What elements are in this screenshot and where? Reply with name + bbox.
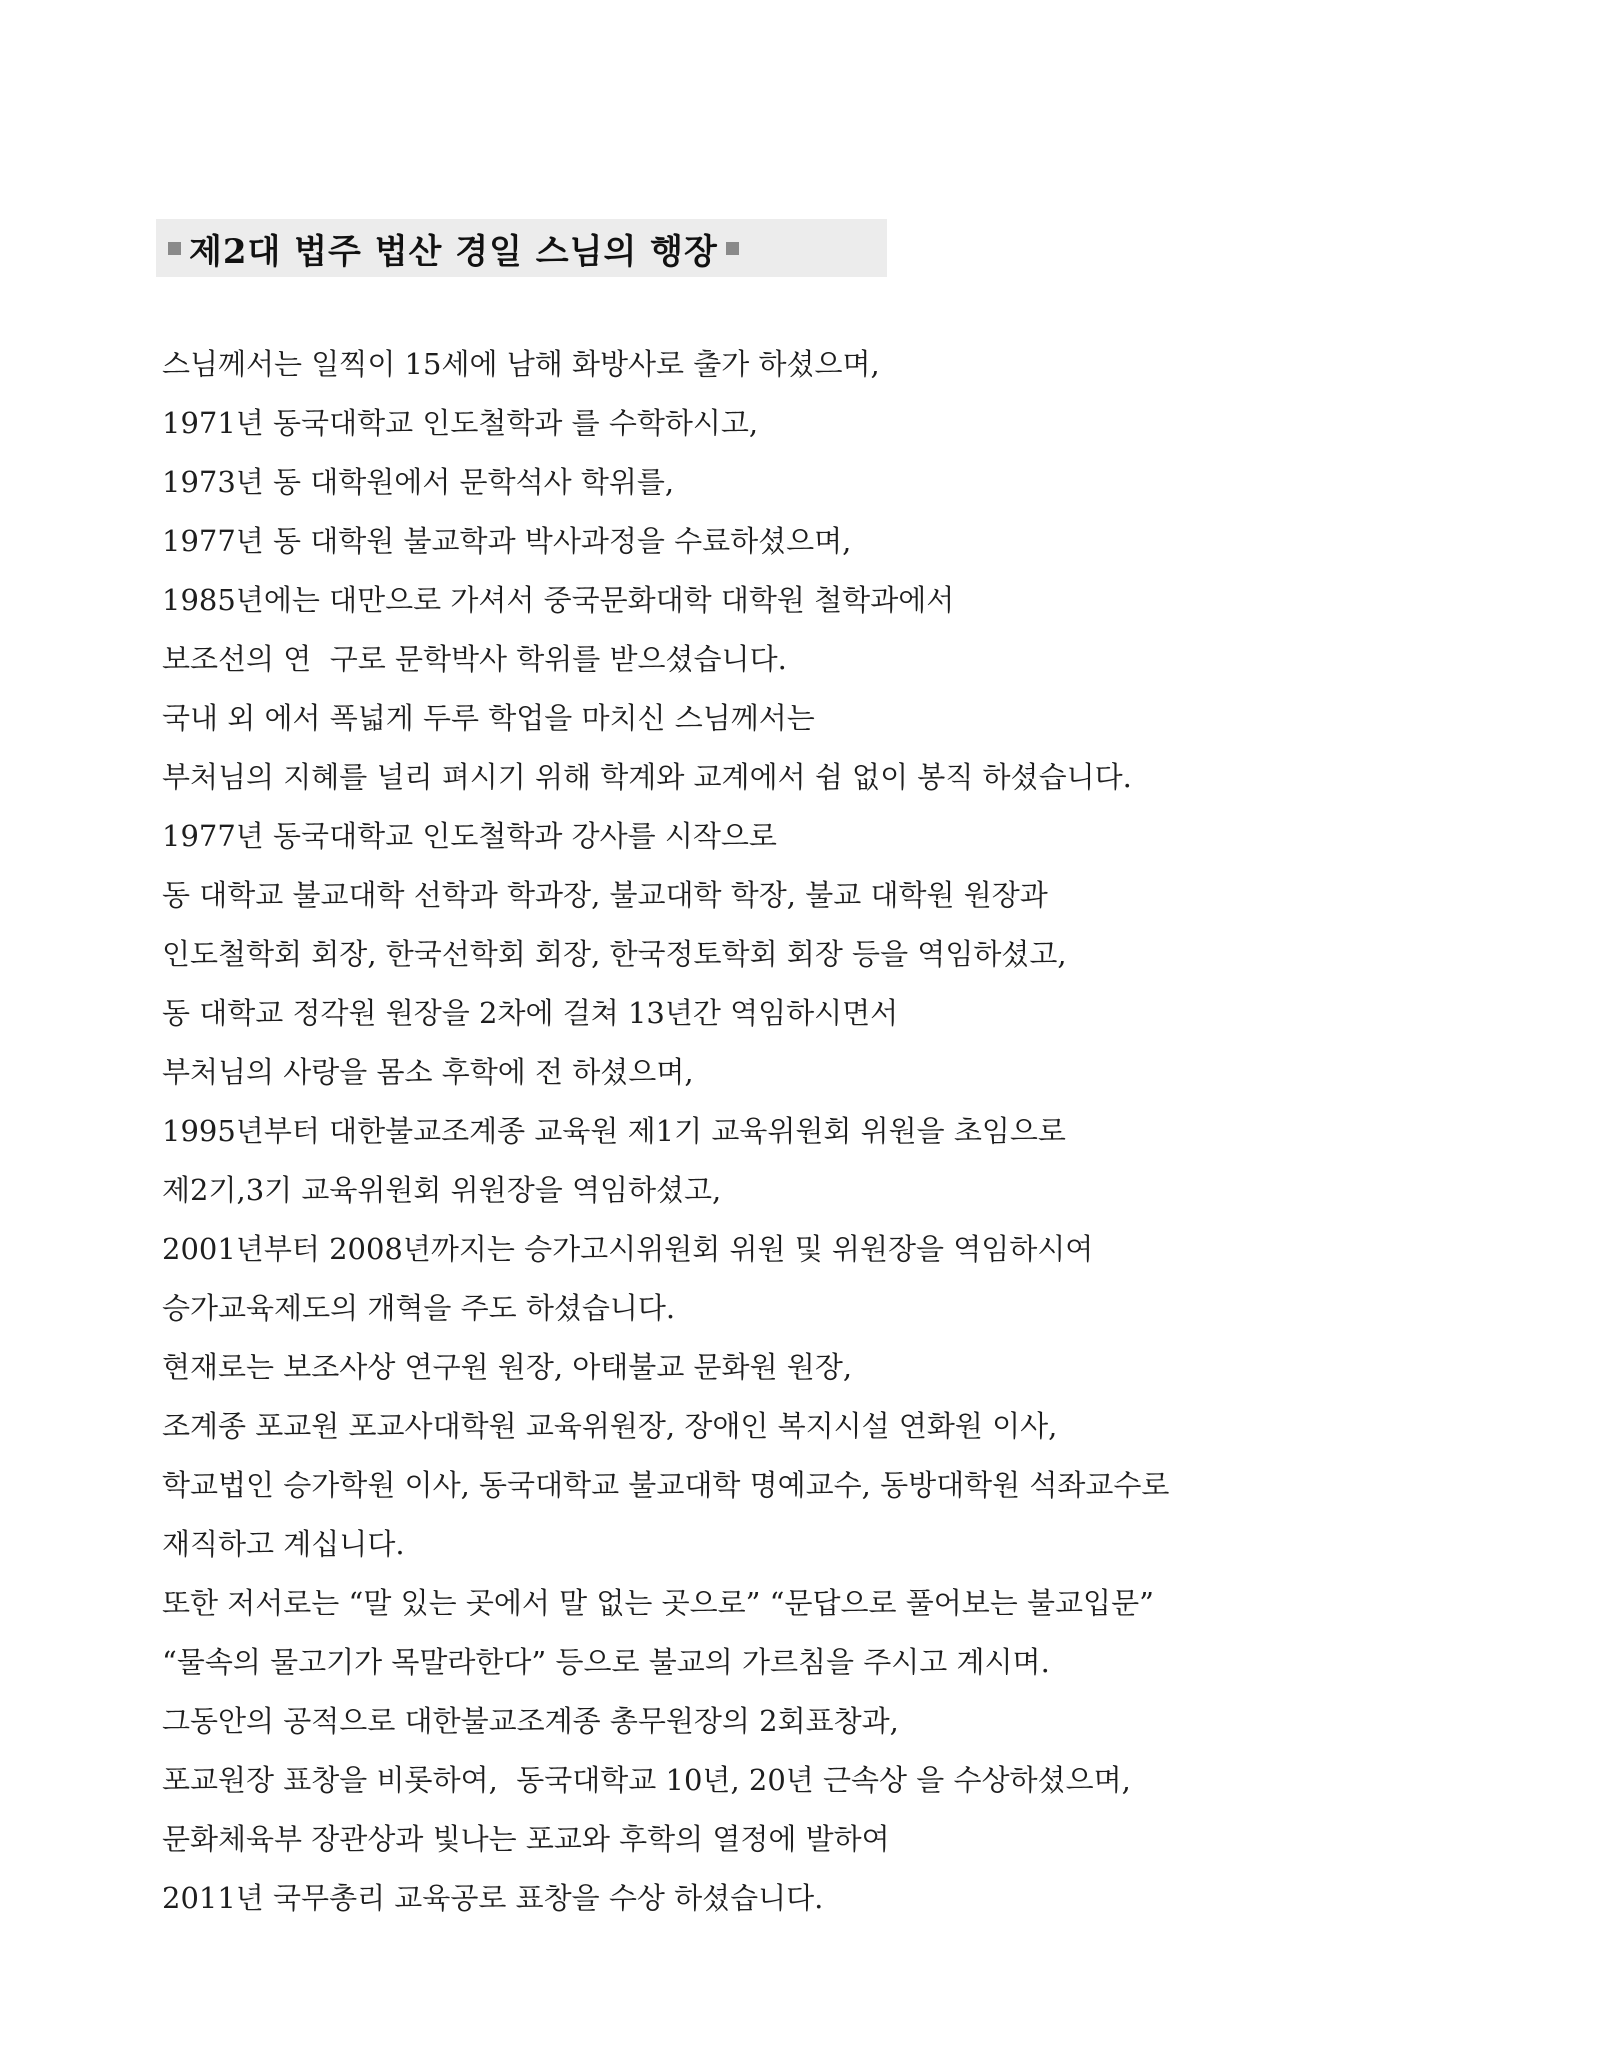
text-line: 1977년 동 대학원 불교학과 박사과정을 수료하셨으며, [162, 524, 852, 558]
text-line: 보조선의 연 구로 문학박사 학위를 받으셨습니다. [162, 642, 787, 676]
title-bullet-left-icon [168, 242, 181, 255]
text-line: 학교법인 승가학원 이사, 동국대학교 불교대학 명예교수, 동방대학원 석좌교수로 [162, 1468, 1170, 1502]
text-line: 동 대학교 불교대학 선학과 학과장, 불교대학 학장, 불교 대학원 원장과 [162, 878, 1048, 912]
text-line: 1995년부터 대한불교조계종 교육원 제1기 교육위원회 위원을 초임으로 [162, 1114, 1066, 1148]
text-line: 스님께서는 일찍이 15세에 남해 화방사로 출가 하셨으며, [162, 347, 880, 381]
text-line: 1971년 동국대학교 인도철학과 를 수학하시고, [162, 406, 759, 440]
text-line: 1985년에는 대만으로 가셔서 중국문화대학 대학원 철학과에서 [162, 583, 955, 617]
text-line: 부처님의 지혜를 널리 펴시기 위해 학계와 교계에서 쉼 없이 봉직 하셨습니다. [162, 760, 1132, 794]
text-line: 인도철학회 회장, 한국선학회 회장, 한국정토학회 회장 등을 역임하셨고, [162, 937, 1067, 971]
text-line: 그동안의 공적으로 대한불교조계종 총무원장의 2회표창과, [162, 1704, 899, 1738]
page-title: 제2대 법주 법산 경일 스님의 행장 [189, 231, 718, 272]
text-line: 동 대학교 정각원 원장을 2차에 걸쳐 13년간 역임하시면서 [162, 996, 899, 1030]
text-line: “물속의 물고기가 목말라한다” 등으로 불교의 가르침을 주시고 계시며. [162, 1645, 1050, 1679]
text-line: 국내 외 에서 폭넓게 두루 학업을 마치신 스님께서는 [162, 701, 815, 735]
text-line: 2011년 국무총리 교육공로 표창을 수상 하셨습니다. [162, 1881, 824, 1915]
text-line: 현재로는 보조사상 연구원 원장, 아태불교 문화원 원장, [162, 1350, 853, 1384]
text-line: 승가교육제도의 개혁을 주도 하셨습니다. [162, 1291, 676, 1325]
text-line: 2001년부터 2008년까지는 승가고시위원회 위원 및 위원장을 역임하시여 [162, 1232, 1094, 1266]
text-line: 재직하고 계십니다. [162, 1527, 405, 1561]
section-title-bar [156, 219, 887, 277]
text-line: 1973년 동 대학원에서 문학석사 학위를, [162, 465, 675, 499]
text-line: 부처님의 사랑을 몸소 후학에 전 하셨으며, [162, 1055, 694, 1089]
text-line: 1977년 동국대학교 인도철학과 강사를 시작으로 [162, 819, 777, 853]
title-bullet-right-icon [726, 242, 739, 255]
text-line: 문화체육부 장관상과 빛나는 포교와 후학의 열정에 발하여 [162, 1822, 890, 1856]
biography-text [162, 335, 1462, 1928]
text-line: 제2기,3기 교육위원회 위원장을 역임하셨고, [162, 1173, 722, 1207]
text-line: 포교원장 표창을 비롯하여, 동국대학교 10년, 20년 근속상 을 수상하셨으며, [162, 1763, 1131, 1797]
text-line: 또한 저서로는 “말 있는 곳에서 말 없는 곳으로” “문답으로 풀어보는 불교입문” [162, 1586, 1154, 1620]
text-line: 조계종 포교원 포교사대학원 교육위원장, 장애인 복지시설 연화원 이사, [162, 1409, 1058, 1443]
